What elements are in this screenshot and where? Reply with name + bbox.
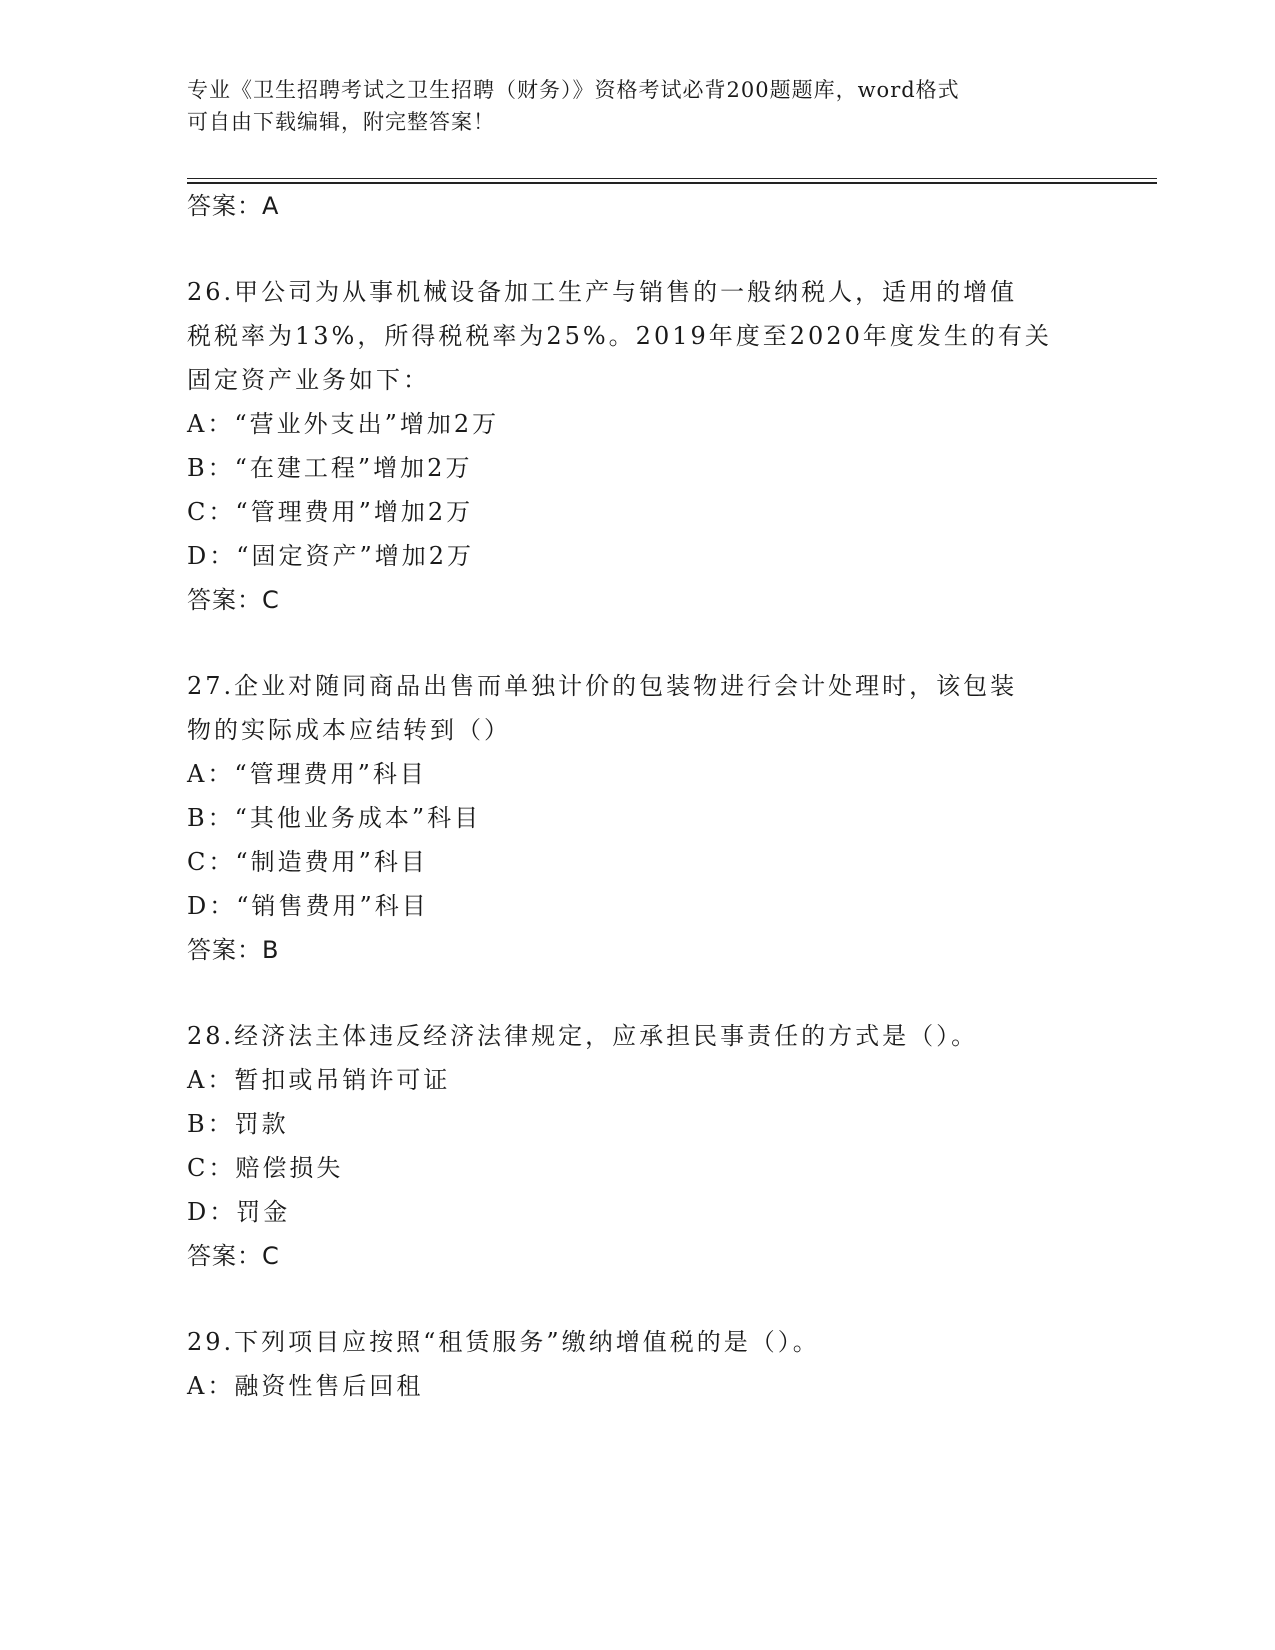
document-header <box>187 74 1067 138</box>
q27-option-c: C：“制造费用”科目 <box>187 848 428 876</box>
q28-option-a: A：暂扣或吊销许可证 <box>187 1066 451 1094</box>
q28-option-b: B：罚款 <box>187 1110 289 1138</box>
q26-option-d: D：“固定资产”增加2万 <box>187 542 475 570</box>
q29-stem-line-1: 29.下列项目应按照“租赁服务”缴纳增值税的是（）。 <box>187 1328 820 1356</box>
header-rule-thin <box>187 178 1157 179</box>
q26-stem-line-1: 26.甲公司为从事机械设备加工生产与销售的一般纳税人，适用的增值 <box>187 278 1018 306</box>
q26-option-a: A：“营业外支出”增加2万 <box>187 410 500 438</box>
q26-option-b: B：“在建工程”增加2万 <box>187 454 473 482</box>
answer-prev: 答案：A <box>187 192 280 220</box>
q28-answer: 答案：C <box>187 1242 280 1270</box>
q27-stem-line-2: 物的实际成本应结转到（） <box>187 716 511 744</box>
q27-answer: 答案：B <box>187 936 280 964</box>
header-line-1: 专业《卫生招聘考试之卫生招聘（财务）》资格考试必背200题题库，word格式 <box>187 78 960 102</box>
header-rule-thick <box>187 182 1157 184</box>
q27-option-d: D：“销售费用”科目 <box>187 892 429 920</box>
q27-option-b: B：“其他业务成本”科目 <box>187 804 482 832</box>
q28-option-c: C：赔偿损失 <box>187 1154 344 1182</box>
q26-answer: 答案：C <box>187 586 280 614</box>
q27-stem-line-1: 27.企业对随同商品出售而单独计价的包装物进行会计处理时，该包装 <box>187 672 1018 700</box>
q26-stem-line-2: 税税率为13%，所得税税率为25%。2019年度至2020年度发生的有关 <box>187 322 1052 350</box>
q28-stem-line-1: 28.经济法主体违反经济法律规定，应承担民事责任的方式是（）。 <box>187 1022 979 1050</box>
q29-option-a: A：融资性售后回租 <box>187 1372 424 1400</box>
header-line-2: 可自由下载编辑，附完整答案！ <box>187 110 495 134</box>
q28-option-d: D：罚金 <box>187 1198 291 1226</box>
q26-option-c: C：“管理费用”增加2万 <box>187 498 474 526</box>
q27-option-a: A：“管理费用”科目 <box>187 760 427 788</box>
q26-stem-line-3: 固定资产业务如下： <box>187 366 430 394</box>
